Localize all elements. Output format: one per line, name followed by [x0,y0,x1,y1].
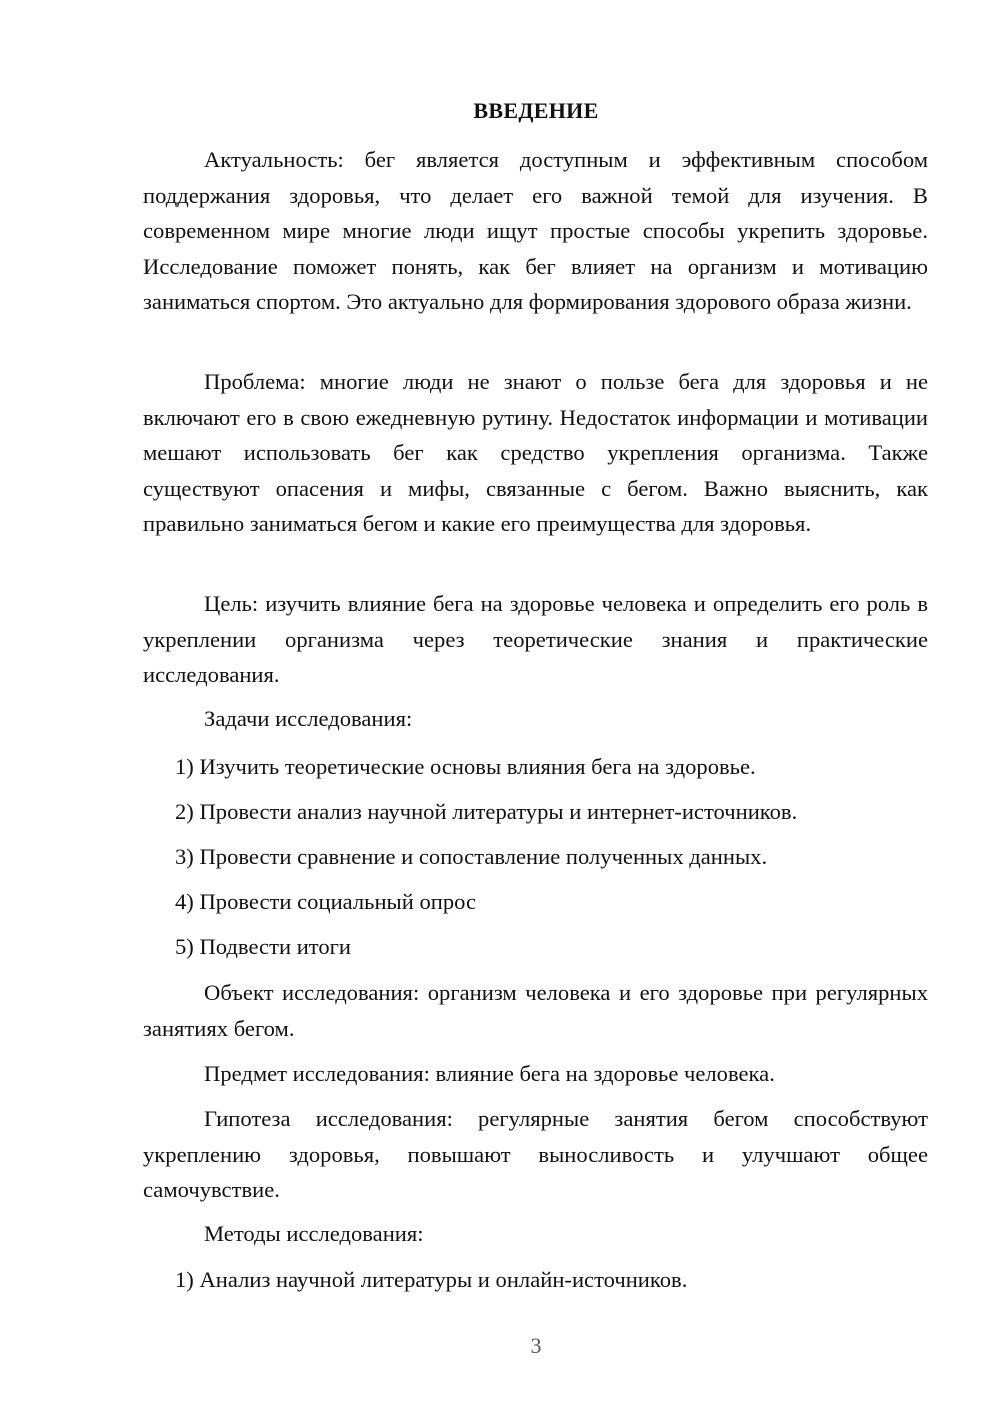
tasks-heading: Задачи исследования: [204,706,413,731]
method-list-item: 1) Анализ научной литературы и онлайн-источников. [175,1267,688,1292]
object-paragraph: Объект исследования: организм человека и его здоровье при регулярных занятиях бегом. [143,980,928,1041]
page-number: 3 [530,1333,542,1358]
relevance-paragraph: Актуальность: бег является доступным и эффективным способом поддержания здоровья, что делает его важной темой для изучения. В современном мире многие люди ищут простые способы укрепить здоровье. Исследование поможет понять, как бег влияет на организм и мотивацию заниматься спортом. Это актуально для формирования здорового образа жизни. [143,147,928,314]
task-list-item: 5) Подвести итоги [175,934,352,959]
problem-paragraph: Проблема: многие люди не знают о пользе бега для здоровья и не включают его в свою ежедневную рутину. Недостаток информации и мотивации мешают использовать бег как средство укрепления организма. Также существуют опасения и мифы, связанные с бегом. Важно выяснить, как правильно заниматься бегом и какие его преимущества для здоровья. [143,369,928,536]
task-list-item: 3) Провести сравнение и сопоставление полученных данных. [175,844,768,869]
task-list-item: 2) Провести анализ научной литературы и интернет-источников. [175,799,798,824]
subject-paragraph: Предмет исследования: влияние бега на здоровье человека. [204,1061,775,1086]
hypothesis-paragraph: Гипотеза исследования: регулярные занятия бегом способствуют укреплению здоровья, повышают выносливость и улучшают общее самочувствие. [143,1106,928,1202]
task-list-item: 1) Изучить теоретические основы влияния бега на здоровье. [175,754,756,779]
goal-paragraph: Цель: изучить влияние бега на здоровье человека и определить его роль в укреплении организма через теоретические знания и практические исследования. [143,591,928,687]
task-list-item: 4) Провести социальный опрос [175,889,477,914]
page-title: ВВЕДЕНИЕ [473,98,599,123]
methods-heading: Методы исследования: [204,1221,424,1246]
